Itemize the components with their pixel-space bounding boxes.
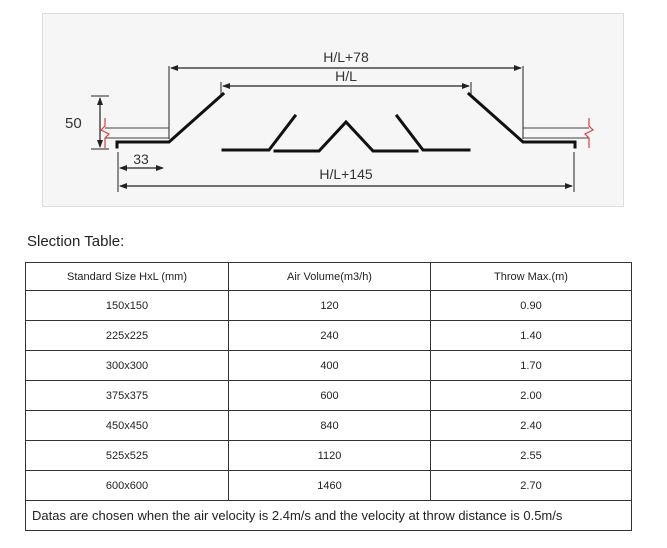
dim-label-top-width: H/L+78 xyxy=(323,49,369,65)
cell-air-volume: 1120 xyxy=(229,441,431,471)
cell-throw: 2.70 xyxy=(431,471,632,501)
column-header-throw: Throw Max.(m) xyxy=(431,263,632,291)
column-header-size: Standard Size HxL (mm) xyxy=(26,263,229,291)
cell-throw: 0.90 xyxy=(431,291,632,321)
table-row xyxy=(26,321,632,351)
table-row xyxy=(26,411,632,441)
table-note: Datas are chosen when the air velocity is 2.4m/s and the velocity at throw distance is 0.5m/s xyxy=(26,501,632,531)
cell-air-volume: 120 xyxy=(229,291,431,321)
cell-size: 375x375 xyxy=(26,381,229,411)
center-blade xyxy=(275,122,417,151)
left-inner-blade xyxy=(223,116,295,150)
cell-size: 225x225 xyxy=(26,321,229,351)
cell-air-volume: 240 xyxy=(229,321,431,351)
cell-throw: 2.40 xyxy=(431,411,632,441)
diffuser-blades xyxy=(117,94,575,151)
table-note-row xyxy=(26,501,632,531)
cell-size: 300x300 xyxy=(26,351,229,381)
dim-label-flange: 33 xyxy=(133,151,149,167)
dim-label-bottom-width: H/L+145 xyxy=(319,166,373,182)
cell-throw: 1.70 xyxy=(431,351,632,381)
cell-air-volume: 1460 xyxy=(229,471,431,501)
table-row xyxy=(26,441,632,471)
diffuser-cross-section-diagram xyxy=(42,13,624,207)
dim-label-height: 50 xyxy=(65,115,82,132)
left-frame-blade xyxy=(117,94,223,147)
cell-size: 150x150 xyxy=(26,291,229,321)
cell-throw: 2.00 xyxy=(431,381,632,411)
table-row xyxy=(26,471,632,501)
table-row xyxy=(26,291,632,321)
cell-throw: 2.55 xyxy=(431,441,632,471)
cell-throw: 1.40 xyxy=(431,321,632,351)
cell-air-volume: 840 xyxy=(229,411,431,441)
dim-label-inner-width: H/L xyxy=(335,68,357,84)
table-row xyxy=(26,381,632,411)
table-row xyxy=(26,351,632,381)
right-frame-blade xyxy=(469,94,575,147)
selection-table xyxy=(25,262,632,531)
cell-size: 450x450 xyxy=(26,411,229,441)
cell-size: 525x525 xyxy=(26,441,229,471)
cell-air-volume: 600 xyxy=(229,381,431,411)
section-title: Slection Table: xyxy=(27,233,125,250)
cell-air-volume: 400 xyxy=(229,351,431,381)
table-header-row xyxy=(26,263,632,291)
right-inner-blade xyxy=(397,116,469,150)
diffuser-drawing xyxy=(43,14,625,208)
column-header-air-volume: Air Volume(m3/h) xyxy=(229,263,431,291)
cell-size: 600x600 xyxy=(26,471,229,501)
